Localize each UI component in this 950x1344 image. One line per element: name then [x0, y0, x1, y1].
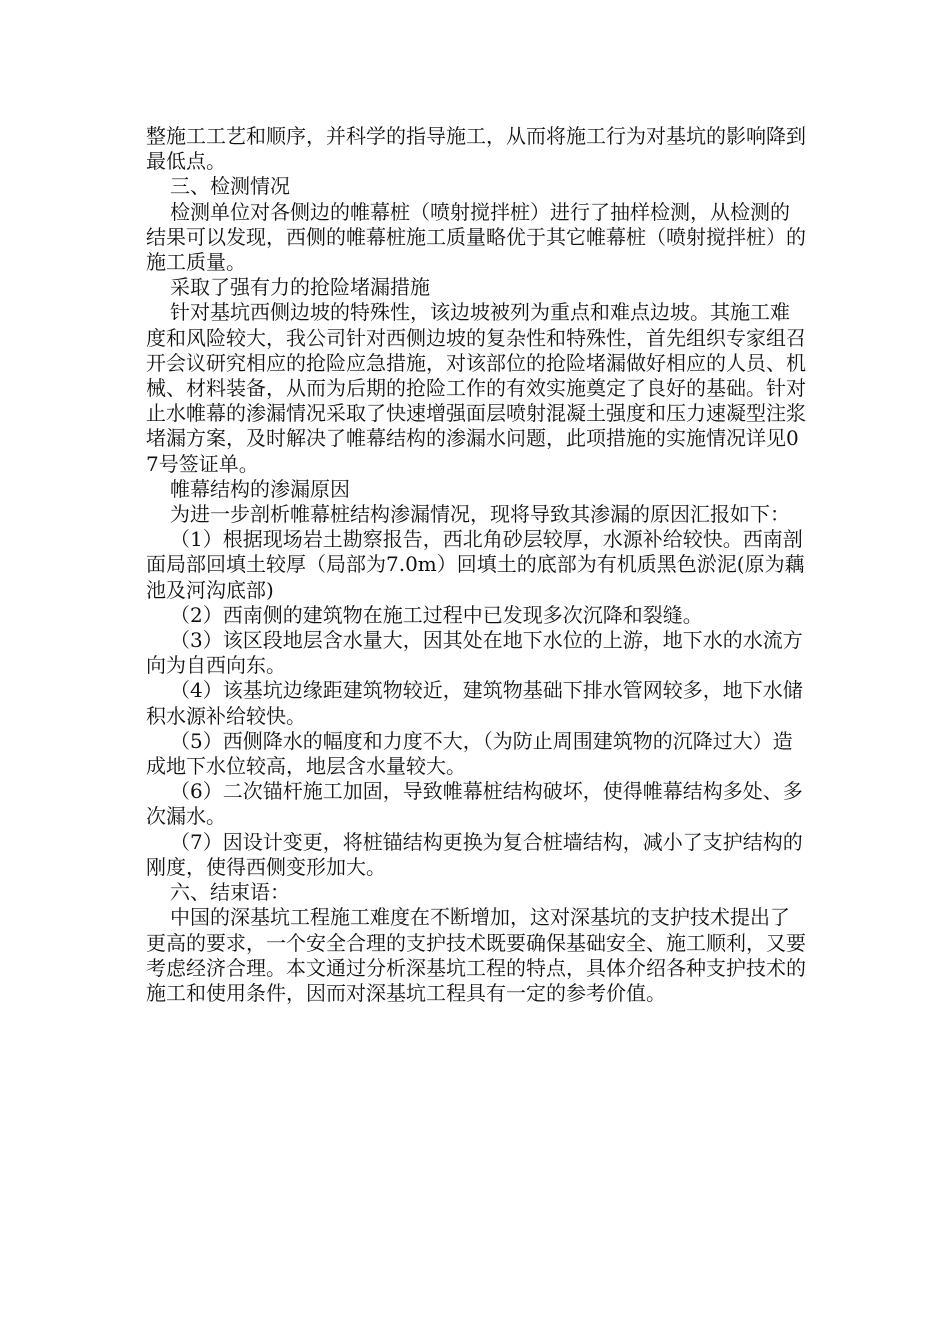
paragraph-1: 整施工工艺和顺序，并科学的指导施工，从而将施工行为对基坑的影响降到最低点。: [146, 124, 806, 174]
cause-item-6: （6）二次锚杆施工加固，导致帷幕桩结构破坏，使得帷幕结构多处、多次漏水。: [146, 779, 803, 829]
cause-item-5: （5）西侧降水的幅度和力度不大，（为防止周围建筑物的沉降过大）造成地下水位较高，地层含水量较大。: [146, 728, 793, 779]
cause-item-1: （1）根据现场岩土勘察报告，西北角砂层较厚，水源补给较快。西南剖面局部回填土较厚（局部为7.0m）回填土的底部为有机质黑色淤泥(原为藕池及河沟底部): [146, 527, 805, 602]
document-body: [146, 124, 806, 1006]
paragraph-emergency-measures: 针对基坑西侧边坡的特殊性，该边坡被列为重点和难点边坡。其施工难度和风险较大，我公司针对西侧边坡的复杂性和特殊性，首先组织专家组召开会议研究相应的抢险应急措施，对该部位的抢险堵漏做好相应的人员、机械、材料装备，从而为后期的抢险工作的有效实施奠定了良好的基础。针对止水帷幕的渗漏情况采取了快速增强面层喷射混凝土强度和压力速凝型注浆堵漏方案，及时解决了帷幕结构的渗漏水问题，此项措施的实施情况详见07号签证单。: [146, 300, 806, 476]
cause-item-4: （4）该基坑边缘距建筑物较近，建筑物基础下排水管网较多，地下水储积水源补给较快。: [146, 678, 803, 728]
heading-conclusion: 六、结束语：: [170, 880, 290, 905]
cause-item-3: （3）该区段地层含水量大，因其处在地下水位的上游，地下水的水流方向为自西向东。: [146, 628, 803, 678]
paragraph-inspection: 检测单位对各侧边的帷幕桩（喷射搅拌桩）进行了抽样检测，从检测的结果可以发现，西侧的帷幕桩施工质量略优于其它帷幕桩（喷射搅拌桩）的施工质量。: [146, 199, 806, 275]
paragraph-leakage-intro: 为进一步剖析帷幕桩结构渗漏情况，现将导致其渗漏的原因汇报如下：: [170, 502, 790, 527]
cause-item-2: （2）西南侧的建筑物在施工过程中已发现多次沉降和裂缝。: [170, 602, 703, 627]
heading-section-3: 三、检测情况: [170, 174, 290, 199]
paragraph-conclusion: 中国的深基坑工程施工难度在不断增加，这对深基坑的支护技术提出了更高的要求，一个安全合理的支护技术既要确保基础安全、施工顺利，又要考虑经济合理。本文通过分析深基坑工程的特点，具体介绍各种支护技术的施工和使用条件，因而对深基坑工程具有一定的参考价值。: [146, 905, 806, 1005]
heading-leakage-causes: 帷幕结构的渗漏原因: [170, 476, 350, 501]
heading-emergency-measures: 采取了强有力的抢险堵漏措施: [170, 275, 430, 300]
cause-item-7: （7）因设计变更，将桩锚结构更换为复合桩墙结构，减小了支护结构的刚度，使得西侧变形加大。: [146, 829, 803, 879]
